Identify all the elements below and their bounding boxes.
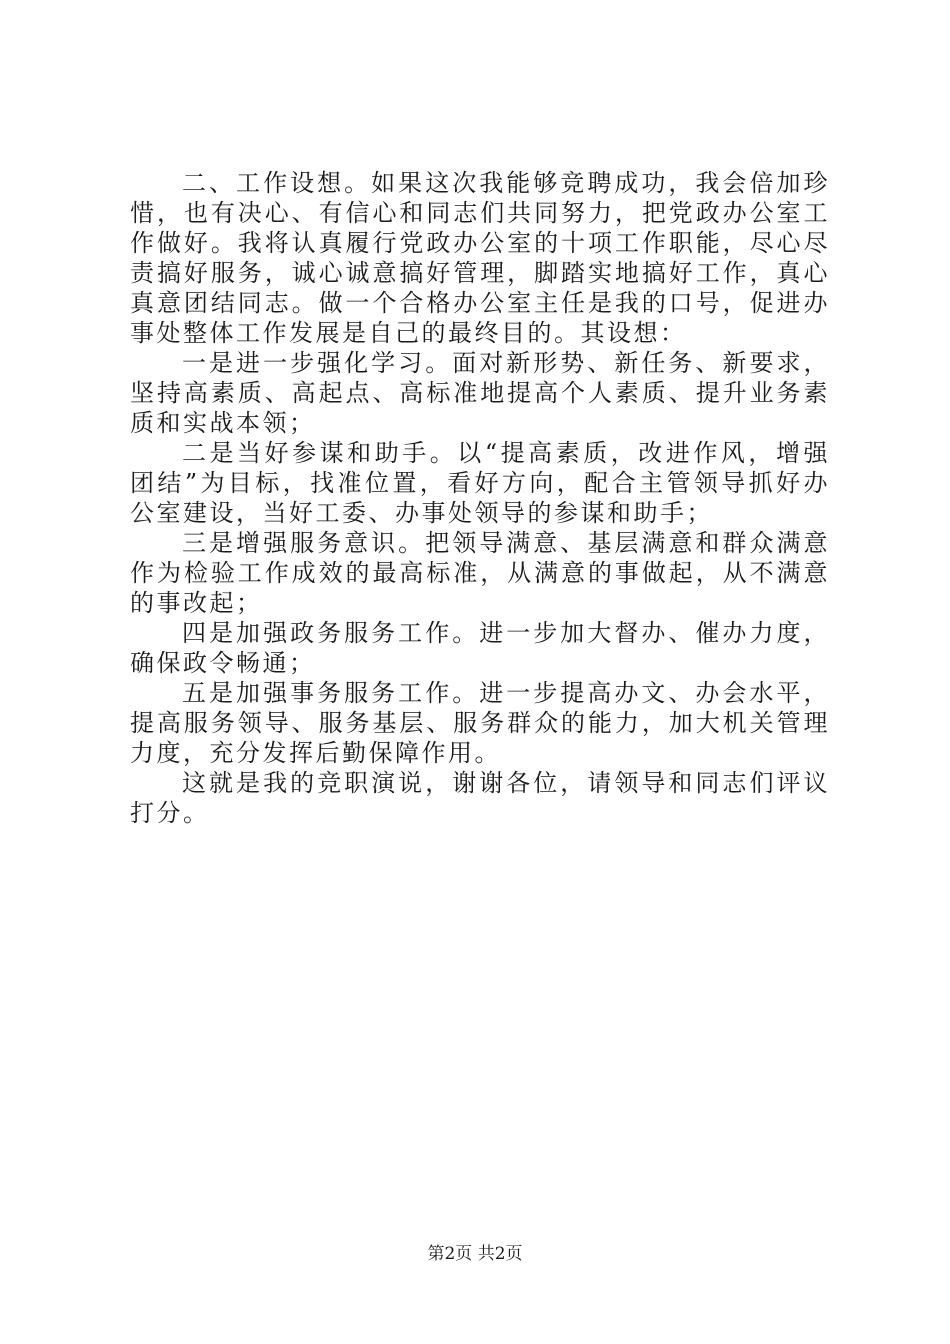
page-number-footer: 第2页 共2页 [427,1244,523,1264]
paragraph-closing: 这就是我的竞职演说，谢谢各位，请领导和同志们评议打分。 [130,769,830,827]
paragraph-item-one: 一是进一步强化学习。面对新形势、新任务、新要求，坚持高素质、高起点、高标准地提高个人素质、提升业务素质和实战本领； [130,349,830,437]
document-body [130,168,830,828]
paragraph-item-four: 四是加强政务服务工作。进一步加大督办、催办力度，确保政令畅通； [130,619,830,677]
paragraph-item-three: 三是增强服务意识。把领导满意、基层满意和群众满意作为检验工作成效的最高标准，从满意的事做起，从不满意的事改起； [130,529,830,617]
paragraph-item-five: 五是加强事务服务工作。进一步提高办文、办会水平，提高服务领导、服务基层、服务群众的能力，加大机关管理力度，充分发挥后勤保障作用。 [130,679,830,767]
paragraph-work-plan: 二、工作设想。如果这次我能够竞聘成功，我会倍加珍惜，也有决心、有信心和同志们共同努力，把党政办公室工作做好。我将认真履行党政办公室的十项工作职能，尽心尽责搞好服务，诚心诚意搞好管理，脚踏实地搞好工作，真心真意团结同志。做一个合格办公室主任是我的口号，促进办事处整体工作发展是自己的最终目的。其设想： [130,169,830,347]
paragraph-item-two: 二是当好参谋和助手。以“提高素质，改进作风，增强团结”为目标，找准位置，看好方向，配合主管领导抓好办公室建设，当好工委、办事处领导的参谋和助手； [130,439,830,527]
